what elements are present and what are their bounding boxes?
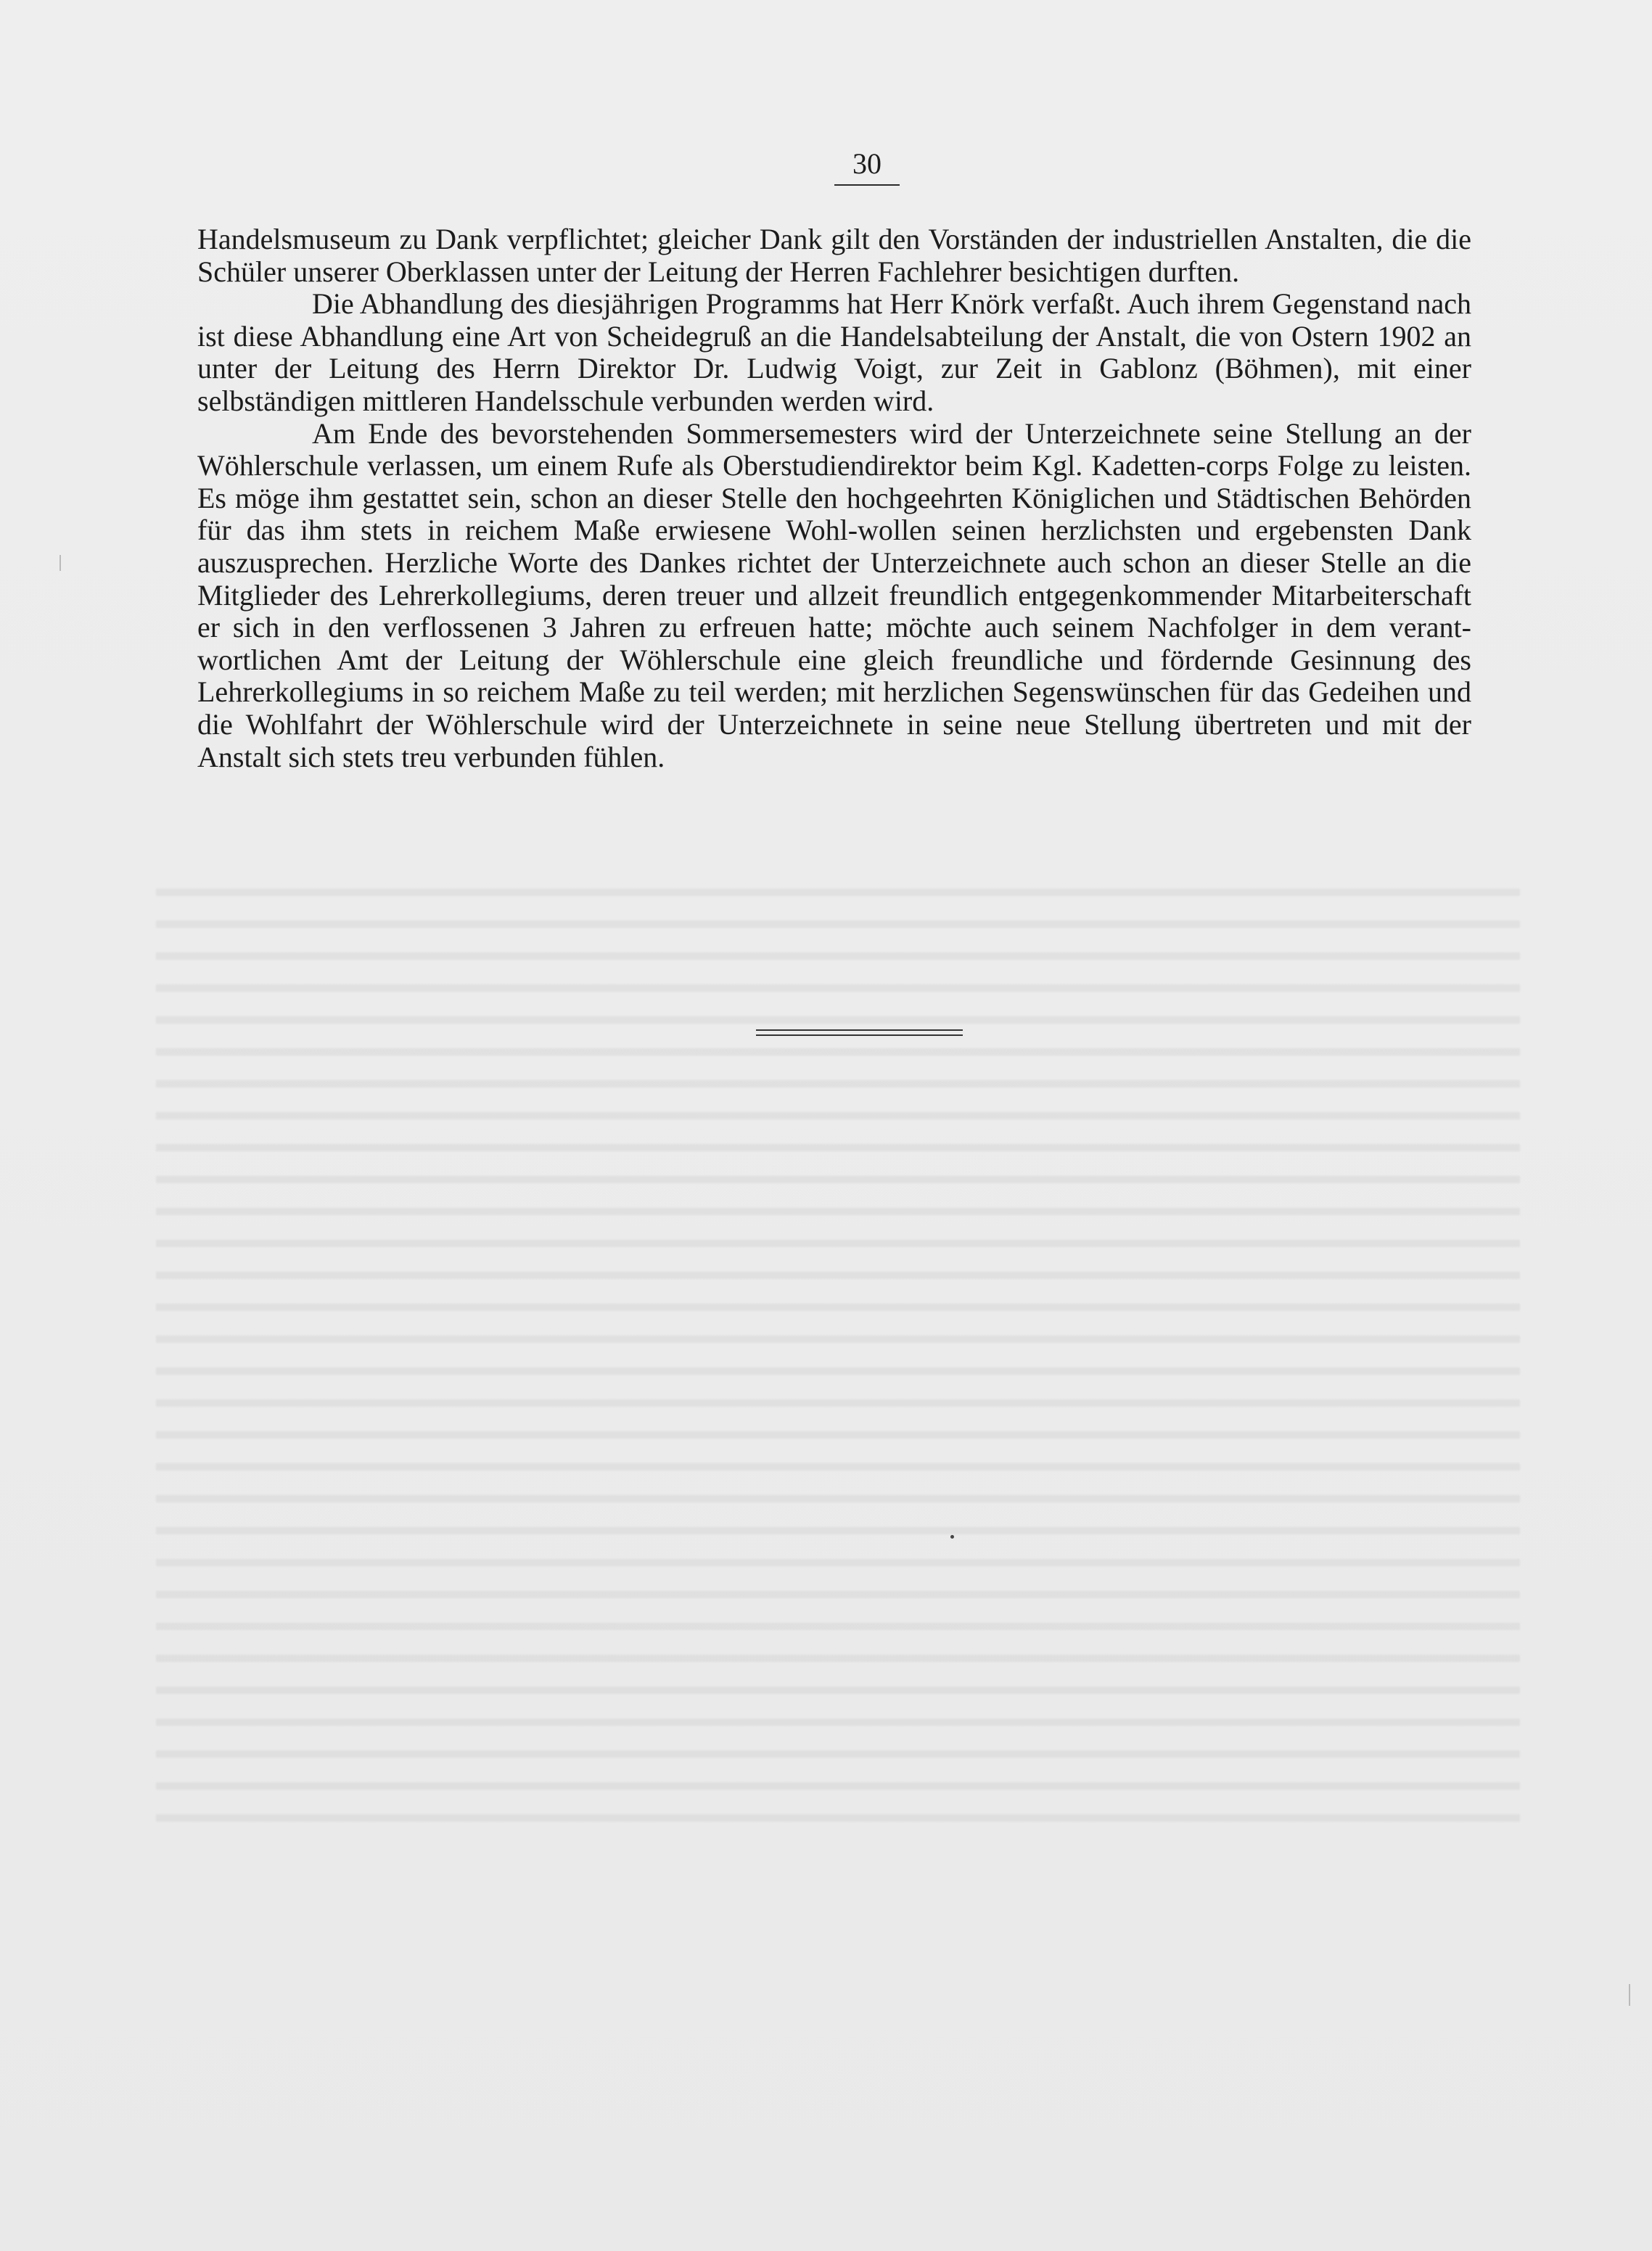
paragraph-director-farewell: Am Ende des bevorstehenden Sommersemesters wird der Unterzeichnete seine Stellung an der Wöhlerschule verlassen, um einem Rufe als Oberstudiendirektor beim Kgl. Kadetten-corps Folge zu leisten. Es möge ihm gestattet sein, schon an dieser Stelle den hochgeehrten Königlichen und Städtischen Behörden für das ihm stets in reichem Maße erwiesene Wohl-wollen seinen herzlichsten und ergebensten Dank auszusprechen. Herzliche Worte des Dankes richtet der Unterzeichnete auch schon an dieser Stelle an die Mitglieder des Lehrerkollegiums, deren treuer und allzeit freundlich entgegenkommender Mitarbeiterschaft er sich in den verflossenen 3 Jahren zu erfreuen hatte; möchte auch seinem Nachfolger in dem verant-wortlichen Amt der Leitung der Wöhlerschule eine gleich freundliche und fördernde Gesinnung des Lehrerkollegiums in so reichem Maße zu teil werden; mit herzlichen Segenswünschen für das Gedeihen und die Wohlfahrt der Wöhlerschule wird der Unterzeichnete in seine neue Stellung übertreten und mit der Anstalt sich stets treu verbunden fühlen. (197, 416, 1471, 773)
margin-mark (59, 555, 61, 571)
paper-speck (950, 1535, 954, 1539)
page-number: 30 (834, 147, 900, 186)
paragraph-acknowledgement-end: Handelsmuseum zu Dank verpflichtet; gleicher Dank gilt den Vorständen der industriellen Anstalten, die die Schüler unserer Oberklassen unter der Leitung der Herren Fachlehrer besichtigen durften. (197, 223, 1471, 288)
body-text (197, 223, 1471, 773)
section-separator-rule (756, 1029, 963, 1036)
paragraph-programme-treatise: Die Abhandlung des diesjährigen Programms hat Herr Knörk verfaßt. Auch ihrem Gegenstand nach ist diese Abhandlung eine Art von Scheidegruß an die Handelsabteilung der Anstalt, die von Ostern 1902 an unter der Leitung des Herrn Direktor Dr. Ludwig Voigt, zur Zeit in Gablonz (Böhmen), mit einer selbständigen mittleren Handelsschule verbunden werden wird. (197, 287, 1471, 417)
margin-mark (1629, 1984, 1630, 2006)
